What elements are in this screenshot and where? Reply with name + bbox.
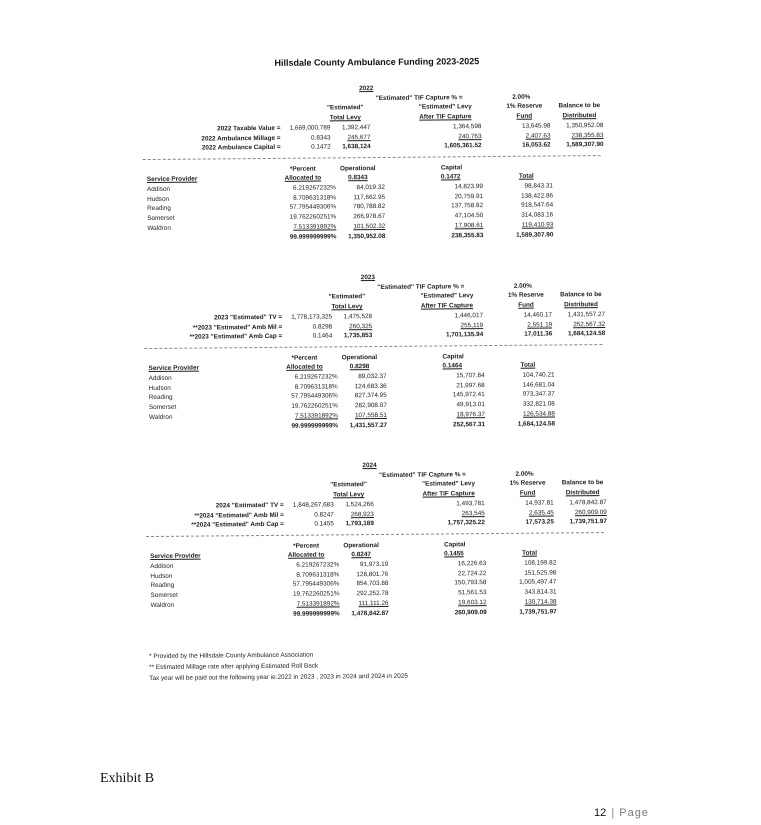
input-c2-value: 255,119 [403, 321, 483, 331]
input-c4-value: 1,478,842.87 [552, 498, 607, 508]
provider-name: Reading [149, 393, 229, 403]
capital-header-line2: 0.1464 [442, 361, 482, 371]
provider-capital: 20,759.91 [428, 192, 483, 202]
total-levy-header-line1: "Estimated" [319, 480, 379, 490]
input-c1-value: 1,392,447 [315, 123, 370, 133]
input-c2-value: 240,763 [401, 132, 481, 142]
footnote-3: Tax year will be paid out the following year ie:2022 in 2023 , 2023 in 2024 and 2024 in 2025 [149, 673, 408, 682]
provider-total: 314,083.16 [493, 211, 553, 221]
provider-operational: 128,801.76 [336, 570, 388, 580]
percent-header-line1: *Percent [271, 541, 341, 551]
provider-operational: 292,252.78 [336, 589, 388, 599]
year-heading: 2023 [361, 273, 391, 283]
provider-name: Addison [147, 184, 227, 194]
provider-operational: 780,788.82 [333, 202, 385, 212]
levy-total-c4: 1,589,307.90 [549, 140, 604, 150]
input-value: 1,669,000,789 [287, 123, 330, 133]
provider-percent: 57.795449306% [268, 203, 336, 213]
operational-header-line1: Operational [336, 541, 386, 551]
dist-total-capital: 238,355.83 [422, 231, 483, 241]
provider-operational: 107,558.51 [335, 411, 387, 421]
provider-total: 332,821.08 [495, 400, 555, 410]
provider-capital: 145,972.41 [430, 390, 485, 400]
input-value: 0.8298 [289, 322, 332, 332]
provider-percent: 6.219267232% [270, 372, 338, 382]
tif-capture-value: 2.00% [514, 281, 544, 291]
provider-total: 98,843.31 [493, 181, 553, 191]
provider-total: 973,347.37 [495, 390, 555, 400]
page-number-value: 12 [594, 807, 606, 819]
dashed-separator [144, 344, 602, 349]
dist-total-capital: 252,567.31 [424, 420, 485, 430]
provider-total: 126,534.88 [495, 409, 555, 419]
provider-capital: 15,707.84 [430, 371, 485, 381]
percent-header-line2: Allocated to [270, 363, 340, 373]
provider-total: 151,525.98 [496, 568, 556, 578]
provider-percent: 7.513391892% [270, 411, 338, 421]
dashed-separator [146, 532, 604, 537]
exhibit-label: Exhibit B [100, 771, 154, 787]
dist-total-percent: 99.999999999% [268, 232, 336, 242]
dist-total-capital: 260,909.09 [426, 608, 487, 618]
tif-capture-label: "Estimated" TIF Capture % = [349, 93, 489, 104]
operational-header-line2: 0.8247 [336, 550, 386, 560]
provider-name: Waldron [147, 223, 227, 233]
provider-operational: 101,502.32 [333, 222, 385, 232]
input-c3-value: 14,937.81 [502, 498, 554, 508]
provider-percent: 19.762260251% [268, 212, 336, 222]
provider-total: 343,814.31 [496, 588, 556, 598]
balance-distributed-header-line2: Distributed [550, 300, 612, 310]
operational-header-line1: Operational [334, 353, 384, 363]
input-c3-value: 13,645.98 [498, 121, 550, 131]
input-label: **2023 "Estimated" Amb Cap = [154, 332, 282, 343]
provider-name: Addison [150, 561, 230, 571]
levy-total-c4: 1,739,751.97 [552, 517, 607, 527]
percent-header-line2: Allocated to [268, 174, 338, 184]
total-levy-header-line1: "Estimated" [315, 103, 375, 113]
levy-after-tif-header-line1: "Estimated" Levy [403, 291, 491, 301]
provider-percent: 8.709631318% [271, 570, 339, 580]
dist-total-operational: 1,431,557.27 [335, 420, 387, 430]
service-provider-header: Service Provider [150, 552, 230, 562]
provider-operational: 854,703.88 [336, 579, 388, 589]
input-c3-value: 2,407.63 [498, 131, 550, 141]
funding-tables [0, 0, 757, 3]
input-c2-value: 1,493,781 [405, 499, 485, 509]
provider-name: Waldron [151, 600, 231, 610]
provider-capital: 47,104.50 [428, 211, 483, 221]
provider-name: Hudson [149, 383, 229, 393]
provider-name: Somerset [150, 590, 230, 600]
total-levy-header-line2: Total Levy [319, 490, 379, 500]
input-c4-value: 238,355.83 [548, 131, 603, 141]
input-c1-value: 1,475,528 [317, 312, 372, 322]
dist-total-total: 1,739,751.97 [492, 607, 557, 617]
provider-operational: 91,973.19 [336, 560, 388, 570]
provider-capital: 51,561.53 [431, 588, 486, 598]
input-label: 2022 Taxable Value = [152, 124, 280, 135]
input-c4-value: 252,567.32 [550, 320, 605, 330]
balance-distributed-header-line2: Distributed [552, 488, 614, 498]
dist-total-operational: 1,478,842.87 [337, 608, 389, 618]
service-provider-header: Service Provider [147, 175, 227, 185]
operational-header-line1: Operational [333, 164, 383, 174]
provider-total: 138,422.86 [493, 191, 553, 201]
input-c2-value: 263,545 [405, 509, 485, 519]
provider-capital: 17,908.61 [428, 221, 483, 231]
provider-operational: 266,978.67 [333, 212, 385, 222]
input-value: 0.8247 [291, 510, 334, 520]
levy-total-c2: 1,757,325.22 [405, 518, 485, 528]
input-value: 1,848,267,683 [291, 500, 334, 510]
input-label: 2022 Ambulance Millage = [152, 133, 280, 144]
input-label: 2024 "Estimated" TV = [156, 501, 284, 512]
provider-percent: 19.762260251% [270, 401, 338, 411]
input-label: **2024 "Estimated" Amb Cap = [156, 520, 284, 531]
input-label: 2022 Ambulance Capital = [153, 143, 281, 154]
percent-header-line2: Allocated to [271, 551, 341, 561]
levy-after-tif-header-line1: "Estimated" Levy [405, 479, 493, 489]
provider-total: 918,547.64 [493, 201, 553, 211]
provider-percent: 7.513391892% [268, 222, 336, 232]
provider-capital: 22,724.22 [431, 569, 486, 579]
levy-total-c1: 1,735,853 [317, 331, 372, 341]
provider-name: Reading [150, 581, 230, 591]
provider-operational: 111,111.26 [337, 599, 389, 609]
operational-header-line2: 0.8298 [334, 362, 384, 372]
levy-after-tif-header-line2: After TIF Capture [405, 489, 493, 499]
capital-header-line2: 0.1472 [441, 172, 481, 182]
tif-capture-value: 2.00% [515, 469, 545, 479]
provider-operational: 117,662.95 [333, 193, 385, 203]
input-c3-value: 14,460.17 [500, 310, 552, 320]
reserve-fund-header-line2: Fund [498, 112, 550, 122]
provider-operational: 84,019.32 [333, 183, 385, 193]
dist-total-operational: 1,350,952.08 [333, 231, 385, 241]
levy-total-c1: 1,793,189 [319, 519, 374, 529]
input-c1-value: 245,677 [315, 133, 370, 143]
input-c3-value: 2,635.45 [502, 508, 554, 518]
year-heading: 2022 [359, 84, 389, 94]
provider-percent: 19.762260251% [271, 589, 339, 599]
input-value: 0.8343 [287, 133, 330, 143]
percent-header-line1: *Percent [269, 353, 339, 363]
levy-after-tif-header-line1: "Estimated" Levy [401, 102, 489, 112]
input-value: 0.1464 [289, 332, 332, 342]
provider-capital: 18,976.37 [430, 410, 485, 420]
provider-percent: 57.795449306% [271, 580, 339, 590]
provider-percent: 7.513391892% [272, 599, 340, 609]
capital-header-line2: 0.1455 [444, 549, 484, 559]
footnote-1: * Provided by the Hillsdale County Ambulance Association [149, 652, 313, 660]
input-label: **2024 "Estimated" Amb Mil = [156, 510, 284, 521]
reserve-fund-header-line2: Fund [502, 489, 554, 499]
provider-capital: 16,226.63 [431, 559, 486, 569]
provider-percent: 8.709631318% [268, 193, 336, 203]
dist-total-total: 1,589,307.90 [488, 230, 553, 240]
input-c3-value: 2,551.19 [500, 320, 552, 330]
provider-total: 130,714.38 [497, 597, 557, 607]
input-c2-value: 1,446,017 [403, 311, 483, 321]
provider-total: 104,740.21 [495, 370, 555, 380]
levy-total-c3: 17,573.25 [502, 518, 554, 528]
levy-total-c4: 1,684,124.58 [550, 329, 605, 339]
input-label: **2023 "Estimated" Amb Mil = [154, 322, 282, 333]
levy-after-tif-header-line2: After TIF Capture [401, 112, 489, 122]
dashed-separator [143, 155, 601, 160]
provider-operational: 89,032.37 [335, 372, 387, 382]
provider-name: Reading [147, 204, 227, 214]
balance-distributed-header-line2: Distributed [548, 111, 610, 121]
reserve-fund-header-line1: 1% Reserve [502, 479, 554, 489]
total-header: Total [519, 172, 559, 182]
provider-capital: 21,997.68 [430, 381, 485, 391]
input-label: 2023 "Estimated" TV = [154, 313, 282, 324]
provider-capital: 150,793.58 [431, 578, 486, 588]
total-levy-header-line2: Total Levy [317, 302, 377, 312]
input-c1-value: 1,524,266 [319, 500, 374, 510]
tif-capture-label: "Estimated" TIF Capture % = [352, 470, 492, 481]
total-header: Total [520, 361, 560, 371]
operational-header-line2: 0.8343 [333, 173, 383, 183]
page-title: Hillsdale County Ambulance Funding 2023-2025 [227, 56, 527, 69]
provider-capital: 137,758.82 [428, 201, 483, 211]
levy-total-c1: 1,638,124 [316, 142, 371, 152]
input-c4-value: 1,431,557.27 [550, 310, 605, 320]
total-levy-header-line1: "Estimated" [317, 292, 377, 302]
dist-total-percent: 99.999999999% [270, 421, 338, 431]
reserve-fund-header-line1: 1% Reserve [500, 291, 552, 301]
capital-header-line1: Capital [442, 352, 482, 362]
provider-total: 119,410.93 [493, 220, 553, 230]
provider-percent: 8.709631318% [270, 382, 338, 392]
input-value: 0.1455 [291, 520, 334, 530]
provider-total: 1,005,497.47 [496, 578, 556, 588]
input-c4-value: 260,909.09 [552, 508, 607, 518]
provider-capital: 19,603.12 [432, 598, 487, 608]
reserve-fund-header-line1: 1% Reserve [498, 102, 550, 112]
tif-capture-label: "Estimated" TIF Capture % = [351, 282, 491, 293]
footnote-2: ** Estimated Millage rate after applying Estimated Roll Back [149, 663, 318, 671]
provider-percent: 6.219267232% [271, 560, 339, 570]
reserve-fund-header-line2: Fund [500, 301, 552, 311]
provider-name: Somerset [147, 213, 227, 223]
levy-total-c3: 17,011.36 [500, 330, 552, 340]
service-provider-header: Service Provider [149, 364, 229, 374]
provider-operational: 827,374.95 [335, 391, 387, 401]
capital-header-line1: Capital [441, 163, 481, 173]
provider-name: Waldron [149, 412, 229, 422]
total-header: Total [522, 549, 562, 559]
year-heading: 2024 [362, 461, 392, 471]
provider-name: Somerset [149, 402, 229, 412]
provider-name: Addison [149, 373, 229, 383]
page-number [594, 807, 649, 819]
provider-percent: 6.219267232% [268, 183, 336, 193]
provider-name: Hudson [150, 571, 230, 581]
balance-distributed-header-line1: Balance to be [552, 478, 614, 488]
balance-distributed-header-line1: Balance to be [548, 101, 610, 111]
provider-percent: 57.795449306% [270, 392, 338, 402]
input-value: 0.1472 [288, 143, 331, 153]
provider-operational: 282,908.07 [335, 401, 387, 411]
provider-name: Hudson [147, 194, 227, 204]
dist-total-total: 1,684,124.58 [490, 419, 555, 429]
provider-operational: 124,683.36 [335, 382, 387, 392]
input-c2-value: 1,364,598 [401, 122, 481, 132]
input-c1-value: 260,325 [317, 322, 372, 332]
levy-total-c3: 16,053.62 [499, 141, 551, 151]
provider-total: 146,681.04 [495, 380, 555, 390]
input-value: 1,778,173,325 [289, 312, 332, 322]
provider-total: 108,199.82 [496, 558, 556, 568]
page-number-separator: | [609, 807, 616, 819]
input-c1-value: 268,923 [319, 510, 374, 520]
balance-distributed-header-line1: Balance to be [550, 290, 612, 300]
percent-header-line1: *Percent [268, 164, 338, 174]
levy-total-c2: 1,605,361.52 [402, 141, 482, 151]
provider-capital: 49,913.01 [430, 400, 485, 410]
total-levy-header-line2: Total Levy [315, 113, 375, 123]
levy-after-tif-header-line2: After TIF Capture [403, 301, 491, 311]
page-word: Page [619, 807, 649, 819]
levy-total-c2: 1,701,135.94 [403, 330, 483, 340]
capital-header-line1: Capital [444, 540, 484, 550]
input-c4-value: 1,350,952.08 [548, 121, 603, 131]
tif-capture-value: 2.00% [512, 92, 542, 102]
provider-capital: 14,823.99 [428, 182, 483, 192]
dist-total-percent: 99.999999999% [272, 609, 340, 619]
